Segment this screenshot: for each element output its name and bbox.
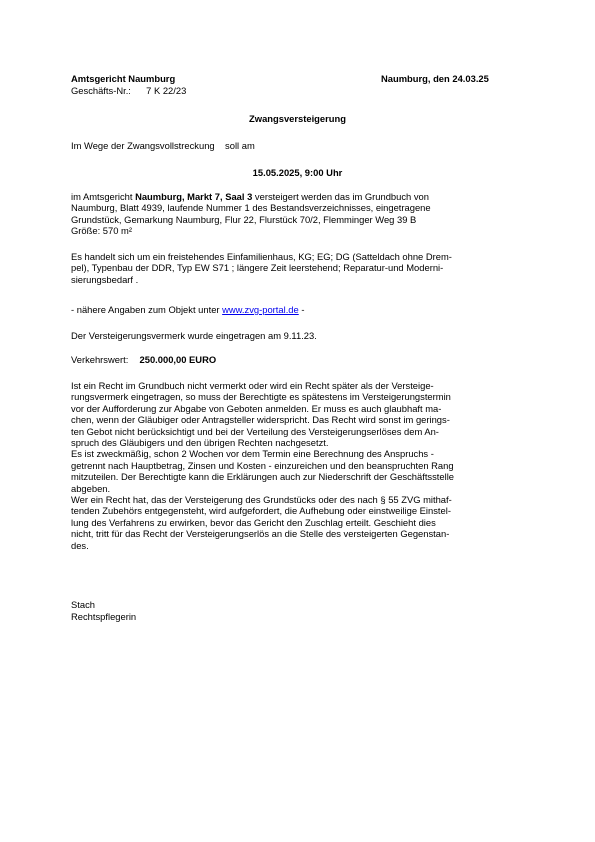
location-line-3: Grundstück, Gemarkung Naumburg, Flur 22, Flurstück 70/2, Flemminger Weg 39 B — [71, 213, 417, 225]
legal-line: Es ist zweckmäßig, schon 2 Wochen vor dem Termin eine Berechnung des Anspruchs - — [71, 448, 434, 460]
venue: Naumburg, Markt 7, Saal 3 — [135, 191, 253, 202]
location-line-2: Naumburg, Blatt 4939, laufende Nummer 1 des Bestandsverzeichnisses, eingetragene — [71, 202, 431, 214]
more-info-line — [71, 304, 304, 315]
auction-date: 15.05.2025, 9:00 Uhr — [252, 167, 343, 178]
market-value-row — [71, 354, 216, 365]
zvg-portal-link[interactable]: www.zvg-portal.de — [222, 304, 299, 315]
case-number: 7 K 22/23 — [146, 85, 187, 96]
market-value-amount: 250.000,00 EURO — [139, 354, 217, 365]
court-name: Amtsgericht Naumburg — [71, 73, 176, 84]
location-paragraph — [71, 191, 531, 237]
property-paragraph — [71, 251, 531, 285]
property-line: pel), Typenbau der DDR, Typ EW S71 ; längere Zeit leerstehend; Reparatur-und Moderni- — [71, 262, 444, 274]
place-date: Naumburg, den 24.03.25 — [381, 73, 489, 84]
document-title: Zwangsversteigerung — [249, 113, 346, 124]
market-value-label: Verkehrswert: — [71, 354, 129, 365]
size-line: Größe: 570 m² — [71, 225, 132, 237]
legal-line: getrennt nach Hauptbetrag, Zinsen und Kosten - einzureichen und den beanspruchten Rang — [71, 459, 454, 471]
legal-line: nicht, tritt für das Recht der Versteigerungserlös an die Stelle des versteigerten Gegenstan- — [71, 528, 450, 540]
signature-role: Rechtspflegerin — [71, 611, 137, 622]
legal-line: abgeben. — [71, 482, 111, 494]
legal-line: lung des Verfahrens zu erwirken, bevor das Gericht den Zuschlag erteilt. Geschieht dies — [71, 516, 436, 528]
legal-line: Wer ein Recht hat, das der Versteigerung des Grundstücks oder des nach § 55 ZVG mithaf- — [71, 494, 452, 506]
legal-line: des. — [71, 539, 89, 551]
legal-line: vor der Aufforderung zur Abgabe von Geboten anmelden. Er muss es auch glaubhaft ma- — [71, 402, 442, 414]
legal-line: mitzuteilen. Der Berechtigte kann die Erklärungen auch zur Niederschrift der Geschäftsstelle — [71, 471, 454, 483]
legal-line: tenden Zubehörs entgegensteht, wird aufgefordert, die Aufhebung oder einstweilige Einstel- — [71, 505, 451, 517]
legal-line: ten Gebot nicht berücksichtigt und bei der Verteilung des Versteigerungserlöses dem An- — [71, 425, 439, 437]
signature-name: Stach — [71, 599, 95, 610]
legal-line: spruch des Gläubigers und den übrigen Rechten nachgesetzt. — [71, 437, 329, 449]
property-line: sierungsbedarf . — [71, 273, 139, 285]
legal-line: Ist ein Recht im Grundbuch nicht vermerkt oder wird ein Recht später als der Versteige- — [71, 380, 434, 391]
legal-line: chen, wenn der Gläubiger oder Antragsteller widerspricht. Das Recht wird sonst im gerings- — [71, 414, 450, 426]
legal-line: rungsvermerk eingetragen, so muss der Berechtigte es spätestens im Versteigerungstermin — [71, 391, 451, 403]
case-number-label: Geschäfts-Nr.: — [71, 85, 131, 96]
location-line-1: versteigert werden das im Grundbuch von — [252, 191, 429, 202]
registration-note: Der Versteigerungsvermerk wurde eingetragen am 9.11.23. — [71, 330, 317, 341]
location-lead: im Amtsgericht — [71, 191, 136, 202]
intro-text: Im Wege der Zwangsvollstreckung soll am — [71, 140, 255, 151]
property-line: Es handelt sich um ein freistehendes Einfamilienhaus, KG; EG; DG (Satteldach ohne Drem- — [71, 251, 452, 262]
legal-text — [71, 380, 531, 551]
case-number-row — [71, 85, 186, 96]
location-line — [71, 191, 531, 202]
more-info-suffix: - — [298, 304, 305, 315]
more-info-prefix: - nähere Angaben zum Objekt unter — [71, 304, 223, 315]
